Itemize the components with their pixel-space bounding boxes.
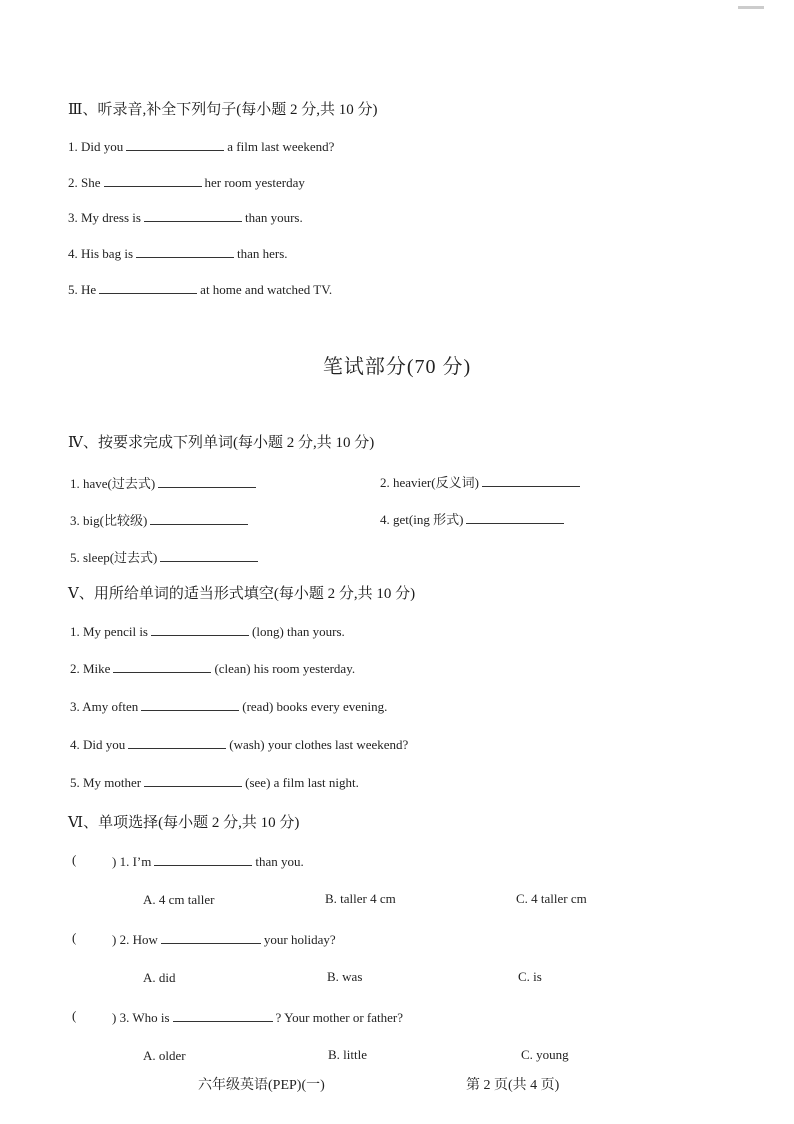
- answer-paren[interactable]: (: [72, 852, 77, 867]
- s5-item-1: [70, 623, 345, 640]
- s5-item-2-tail: (clean) his room yesterday.: [214, 661, 356, 676]
- s3-item-3-text: 3. My dress is: [68, 210, 141, 225]
- s4-item-2-text: 2. heavier(反义词): [380, 475, 479, 490]
- s6-q2-option-c[interactable]: C. is: [518, 969, 542, 984]
- answer-blank[interactable]: [144, 774, 242, 787]
- s3-item-2: [68, 174, 305, 191]
- section-5-title: Ⅴ、用所给单词的适当形式填空(每小题 2 分,共 10 分): [68, 586, 416, 602]
- s6-q3-option-a[interactable]: A. older: [143, 1048, 186, 1063]
- s4-item-3-text: 3. big(比较级): [70, 513, 148, 528]
- s5-item-3: [70, 698, 387, 715]
- s6-q3-tail: ? Your mother or father?: [275, 1010, 403, 1025]
- s3-item-4-text: 4. His bag is: [68, 246, 133, 261]
- s5-item-2-text: 2. Mike: [70, 661, 111, 676]
- s3-item-1-tail: a film last weekend?: [227, 139, 335, 154]
- s3-item-4: [68, 245, 288, 262]
- section-4-title: Ⅳ、按要求完成下列单词(每小题 2 分,共 10 分): [68, 435, 375, 451]
- s5-item-4: [70, 736, 408, 753]
- s3-item-4-tail: than hers.: [237, 246, 288, 261]
- footer-subject: 六年级英语(PEP)(一): [198, 1078, 325, 1093]
- s3-item-1-text: 1. Did you: [68, 139, 124, 154]
- s4-item-3: [70, 510, 251, 529]
- answer-paren[interactable]: (: [72, 930, 77, 945]
- s5-item-5-text: 5. My mother: [70, 775, 142, 790]
- s5-item-4-text: 4. Did you: [70, 737, 126, 752]
- answer-blank[interactable]: [126, 138, 224, 151]
- s5-item-4-tail: (wash) your clothes last weekend?: [229, 737, 409, 752]
- s5-item-2: [70, 660, 355, 677]
- answer-blank: [161, 931, 261, 944]
- answer-blank[interactable]: [136, 245, 234, 258]
- answer-blank[interactable]: [482, 474, 580, 487]
- s5-item-1-tail: (long) than yours.: [252, 624, 345, 639]
- s6-q2-tail: your holiday?: [263, 932, 336, 947]
- s3-item-1: [68, 138, 334, 155]
- s6-q2-text: ) 2. How: [112, 932, 158, 947]
- answer-blank[interactable]: [128, 736, 226, 749]
- s6-q1-option-b[interactable]: B. taller 4 cm: [325, 891, 396, 906]
- answer-blank[interactable]: [99, 281, 197, 294]
- section-6-title: Ⅵ、单项选择(每小题 2 分,共 10 分): [68, 815, 300, 831]
- s6-q2-option-b[interactable]: B. was: [327, 969, 363, 984]
- s3-item-5-text: 5. He: [68, 282, 97, 297]
- s6-q1-tail: than you.: [255, 854, 304, 869]
- s5-item-3-tail: (read) books every evening.: [242, 699, 388, 714]
- answer-blank[interactable]: [141, 698, 239, 711]
- s3-item-5-tail: at home and watched TV.: [200, 282, 333, 297]
- s6-question-2: [112, 931, 336, 948]
- written-part-title: 笔试部分(70 分): [322, 356, 472, 378]
- answer-blank[interactable]: [150, 512, 248, 525]
- s5-item-5: [70, 774, 359, 791]
- footer-page-number: 第 2 页(共 4 页): [466, 1078, 560, 1093]
- s6-q2-option-a[interactable]: A. did: [143, 970, 176, 985]
- s4-item-4-text: 4. get(ing 形式): [380, 512, 464, 527]
- s3-item-2-tail: her room yesterday: [204, 175, 305, 190]
- s4-item-4: [380, 509, 567, 528]
- s3-item-2-text: 2. She: [68, 175, 101, 190]
- answer-blank[interactable]: [158, 475, 256, 488]
- answer-blank: [173, 1009, 273, 1022]
- s3-item-5: [68, 281, 332, 298]
- s4-item-1-text: 1. have(过去式): [70, 476, 156, 491]
- s3-item-3: [68, 209, 303, 226]
- corner-mark: [738, 6, 764, 9]
- s6-question-1: [112, 853, 304, 870]
- answer-blank[interactable]: [113, 660, 211, 673]
- section-3-title: Ⅲ、听录音,补全下列句子(每小题 2 分,共 10 分): [68, 102, 378, 118]
- s4-item-1: [70, 473, 259, 492]
- s6-q1-option-a[interactable]: A. 4 cm taller: [143, 892, 215, 907]
- answer-blank[interactable]: [151, 623, 249, 636]
- s6-q3-option-b[interactable]: B. little: [328, 1047, 367, 1062]
- s5-item-5-tail: (see) a film last night.: [245, 775, 359, 790]
- s4-item-5: [70, 547, 261, 566]
- answer-blank[interactable]: [466, 511, 564, 524]
- answer-paren[interactable]: (: [72, 1008, 77, 1023]
- answer-blank[interactable]: [160, 549, 258, 562]
- s5-item-3-text: 3. Amy often: [70, 699, 139, 714]
- s4-item-5-text: 5. sleep(过去式): [70, 550, 158, 565]
- s5-item-1-text: 1. My pencil is: [70, 624, 148, 639]
- answer-blank[interactable]: [104, 174, 202, 187]
- s4-item-2: [380, 472, 583, 491]
- s6-q1-option-c[interactable]: C. 4 taller cm: [516, 891, 587, 906]
- answer-blank[interactable]: [144, 209, 242, 222]
- s6-question-3: [112, 1009, 403, 1026]
- s6-q3-text: ) 3. Who is: [112, 1010, 170, 1025]
- answer-blank: [154, 853, 252, 866]
- s3-item-3-tail: than yours.: [244, 210, 303, 225]
- s6-q3-option-c[interactable]: C. young: [521, 1047, 569, 1062]
- s6-q1-text: ) 1. I’m: [112, 854, 152, 869]
